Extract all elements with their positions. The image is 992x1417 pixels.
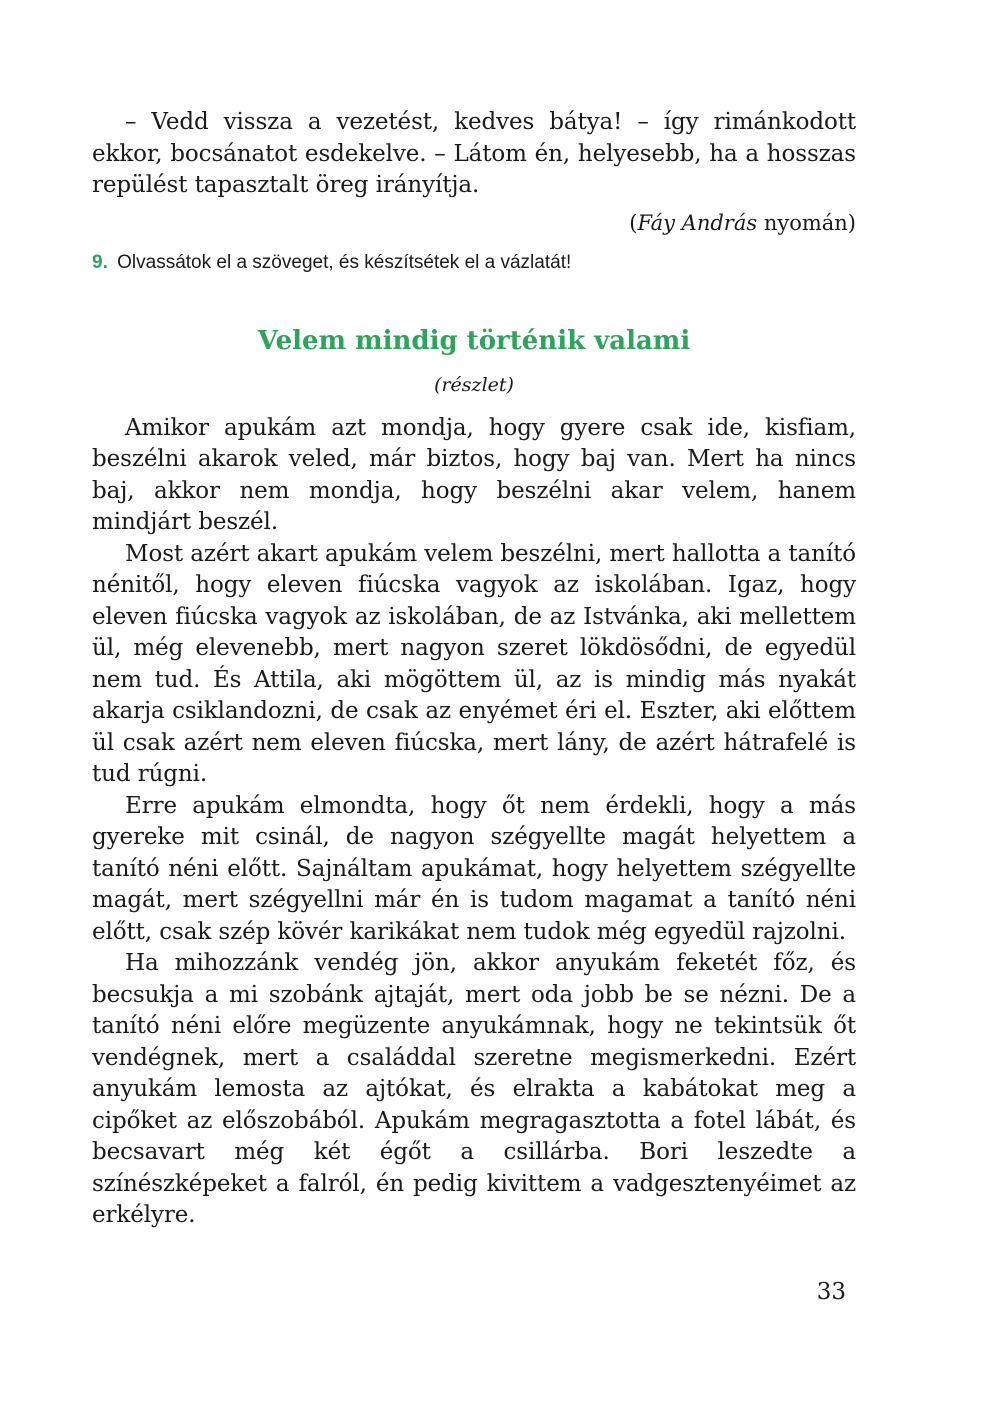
- page-number: 33: [816, 1279, 846, 1305]
- story-paragraph: Erre apukám elmondta, hogy őt nem érdekli, hogy a más gyereke mit csinál, de nagyon szégyellte magát helyettem a tanító néni előtt. Sajnáltam apukámat, hogy helyettem szégyellte magát, mert szégyellni már én is tudom magamat a tanító néni előtt, csak szép kövér karikákat nem tudok még egyedül rajzolni.: [92, 792, 856, 945]
- story-paragraph: Ha mihozzánk vendég jön, akkor anyukám feketét főz, és becsukja a mi szobánk ajtaját, mert oda jobb be se nézni. De a tanító néni előre megüzente anyukámnak, hogy ne tekintsük őt vendégnek, mert a családdal szeretne megismerkedni. Ezért anyukám lemosta az ajtókat, és elrakta a kabátokat meg a cipőket az előszobából. Apukám megragasztotta a fotel lábát, és becsavart még két égőt a csillárba. Bori leszedte a színészképeket a falról, én pedig kivittem a vadgesztenyéimet az erkélyre.: [92, 950, 856, 1228]
- attribution-open: (: [629, 210, 638, 235]
- attribution: [92, 208, 856, 238]
- attribution-author: Fáy András: [637, 210, 758, 235]
- attribution-rest: nyomán): [757, 210, 856, 235]
- story-title: Velem mindig történik valami: [257, 325, 691, 356]
- task-number: 9.: [92, 251, 108, 273]
- story-paragraph: Amikor apukám azt mondja, hogy gyere csak ide, kisfiam, beszélni akarok veled, már biztos, hogy baj van. Mert ha nincs baj, akkor nem mondja, hogy beszélni akar velem, hanem mindjárt beszél.: [92, 414, 856, 535]
- task-text: Olvassátok el a szöveget, és készítsétek el a vázlatát!: [117, 251, 572, 273]
- story-subtitle: (részlet): [434, 373, 514, 396]
- story-body: [92, 413, 856, 1232]
- story-paragraph: Most azért akart apukám velem beszélni, mert hallotta a tanító nénitől, hogy eleven fiúcska vagyok az iskolában. Igaz, hogy eleven fiúcska vagyok az iskolában, de az Istvánka, aki mellettem ül, még elevenebb, mert nagyon szeret lökdösődni, de egyedül nem tud. És Attila, aki mögöttem ül, az is mindig más nyakát akarja csiklandozni, de csak az enyémet éri el. Eszter, aki előttem ül csak azért nem eleven fiúcska, mert lány, de azért hátrafelé is tud rúgni.: [92, 540, 856, 787]
- intro-paragraph: – Vedd vissza a vezetést, kedves bátya! – így rimánkodott ekkor, bocsánatot esdekelve. – Látom én, helyesebb, ha a hosszas repülést tapasztalt öreg irányítja.: [92, 109, 856, 198]
- task-instruction: [92, 250, 856, 276]
- page-content: [92, 107, 856, 1232]
